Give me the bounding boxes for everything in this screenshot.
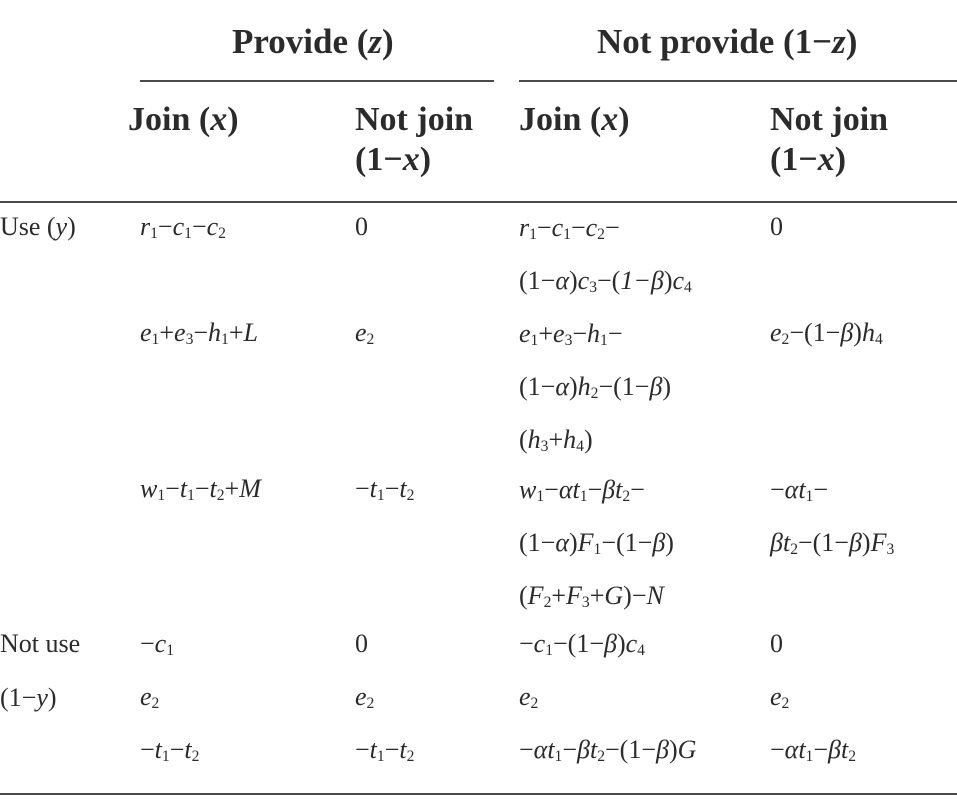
cell-use-notprovide-notjoin-r: 0 bbox=[770, 212, 783, 241]
cell-notuse-notprovide-join-e: $e_2$ bbox=[519, 682, 539, 712]
cell-notuse-provide-notjoin-c: 0 bbox=[355, 629, 368, 658]
not-provide-join-header: Join (x) bbox=[519, 101, 630, 138]
cell-use-notprovide-notjoin-e: $e_2-(1-\beta)h_4$ bbox=[770, 318, 883, 348]
cell-notuse-provide-notjoin-t: $-t_1-t_2$ bbox=[355, 735, 415, 765]
provide-rule bbox=[140, 80, 494, 82]
cell-notuse-provide-join-e: $e_2$ bbox=[140, 682, 160, 712]
cell-notuse-notprovide-join-t: $-\alpha t_1-\beta t_2-(1-\beta)G$ bbox=[519, 735, 697, 765]
cell-notuse-provide-join-c: $-c_1$ bbox=[140, 629, 175, 659]
not-provide-header: Not provide (1−z) bbox=[597, 22, 858, 61]
cell-use-provide-notjoin-w: $-t_1-t_2$ bbox=[355, 474, 415, 504]
cell-notuse-notprovide-notjoin-c: 0 bbox=[770, 629, 783, 658]
provide-not-join-header: Not join (1−x) bbox=[355, 101, 474, 178]
cell-use-provide-join-r: $r_1-c_1-c_2$ bbox=[140, 212, 226, 242]
table-bottom-rule bbox=[0, 793, 957, 795]
row-label-use: Use (y) bbox=[0, 212, 76, 241]
provide-join-header: Join (x) bbox=[128, 101, 239, 138]
cell-notuse-notprovide-notjoin-e: $e_2$ bbox=[770, 682, 790, 712]
cell-use-provide-join-e: $e_1+e_3-h_1+L$ bbox=[140, 318, 258, 348]
header-bottom-rule bbox=[0, 201, 957, 203]
row-label-not-use: Not use (1−y) bbox=[0, 629, 81, 712]
cell-use-provide-join-w: $w_1-t_1-t_2+M$ bbox=[140, 474, 261, 504]
not-provide-not-join-header: Not join (1−x) bbox=[770, 101, 889, 178]
cell-notuse-provide-notjoin-e: $e_2$ bbox=[355, 682, 375, 712]
cell-notuse-provide-join-t: $-t_1-t_2$ bbox=[140, 735, 200, 765]
cell-use-notprovide-join-r: $r_1-c_1-c_2-$ $(1-\alpha)c_3-(1-\beta)c_4$ bbox=[519, 213, 692, 296]
cell-use-notprovide-notjoin-w: $-\alpha t_1-$ $\beta t_2-(1-\beta)F_3$ bbox=[770, 475, 895, 558]
cell-notuse-notprovide-notjoin-t: $-\alpha t_1-\beta t_2$ bbox=[770, 735, 856, 765]
cell-use-provide-notjoin-r: 0 bbox=[355, 212, 368, 241]
cell-use-provide-notjoin-e: $e_2$ bbox=[355, 318, 375, 348]
not-provide-rule bbox=[519, 80, 957, 82]
cell-use-notprovide-join-w: $w_1-\alpha t_1-\beta t_2-$ $(1-\alpha)F_1-(1-\beta)$ $(F_2+F_3+G)-N$ bbox=[519, 475, 674, 611]
cell-use-notprovide-join-e: $e_1+e_3-h_1-$ $(1-\alpha)h_2-(1-\beta)$ $(h_3+h_4)$ bbox=[519, 319, 672, 455]
cell-notuse-notprovide-join-c: $-c_1-(1-\beta)c_4$ bbox=[519, 629, 645, 659]
provide-header: Provide (z) bbox=[232, 22, 394, 61]
